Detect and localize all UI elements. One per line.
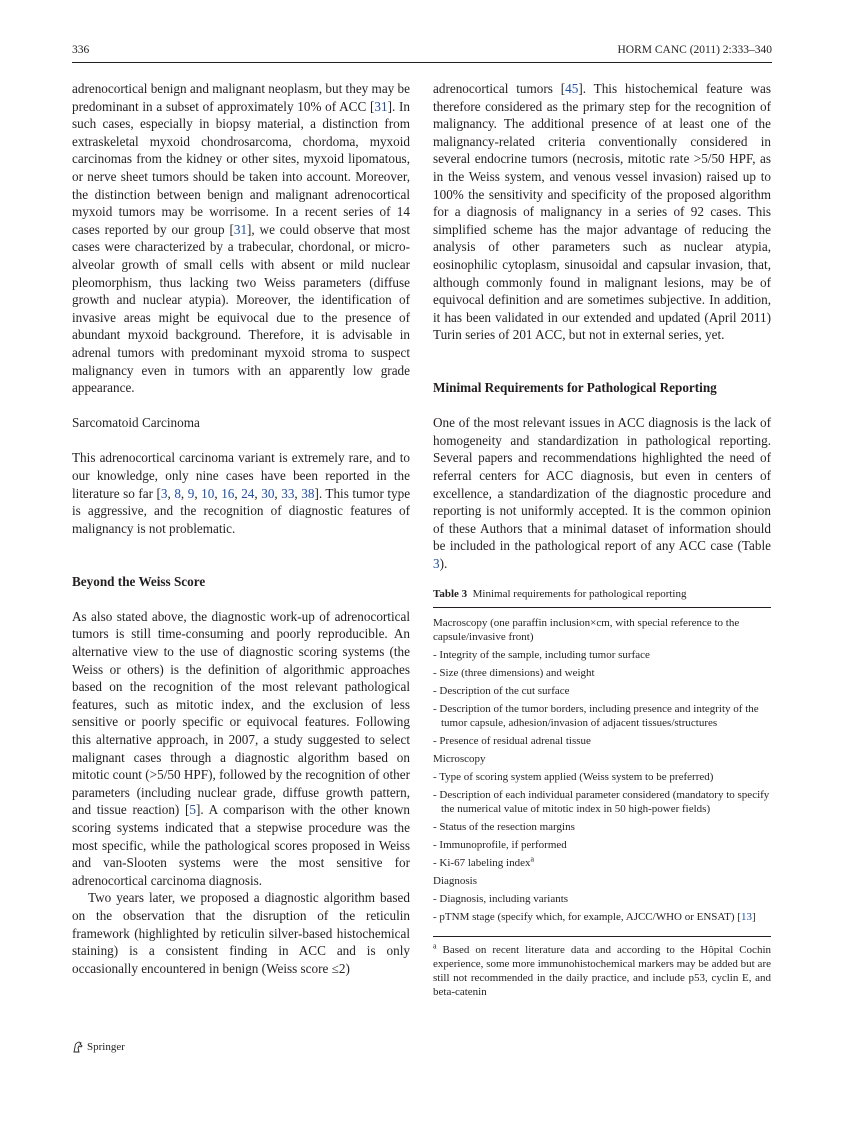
paragraph-algorithm: As also stated above, the diagnostic work-up of adrenocortical tumors is still time-consuming and poorly reproducible. An alternative view to the use of diagnostic scoring systems (the Weiss or others) is the definition of algorithmic approaches based on the recognition of the most relevant pathological features, such as mitotic index, and the exclusion of less sensitive or poorly specific or equivocal features. Following this alternative approach, in 2007, a study suggested to select malignant cases through a diagnostic algorithm based on mitotic count (>5/50 HPF), followed by the recognition of other parameters (including nuclear grade, diffuse growth pattern, and tissue reaction) [5]. A comparison with the other known scoring systems indicated that a stepwise procedure was the most specific, while the pathological scores proposed in Weiss and van-Slooten systems were the most sensitive for adrenocortical carcinoma diagnosis. — [72, 608, 410, 888]
table-row: - Description of the tumor borders, including presence and integrity of the tumor capsule, adhesion/invasion of adjacent tissues/structures — [433, 702, 759, 729]
paragraph-myxoid: adrenocortical benign and malignant neoplasm, but they may be predominant in a subset of approximately 10% of ACC [31]. In such cases, especially in biopsy material, a distinction from extraskeletal myxoid chondrosarcoma, chordoma, myxoid carcinomas from the kidney or other sites, myxoid lipomatous, or nerve sheet tumors should be taken into account. Moreover, the distinction between benign and malignant adrenocortical myxoid tumors may be worrisome. In a recent series of 14 cases reported by our group [31], we could observe that most cases were characterized by a trabecular, chordonal, or micro-alveolar growth of small cells with absent or mild nuclear pleomorphism, thus lacking two Weiss parameters (diffuse growth and nuclear atypia). Moreover, the identification of invasive areas might be equivocal due to the presence of abundant myxoid background. Therefore, it is advisable in adrenal tumors with predominant myxoid stroma to suspect malignancy even in tumors with an apparently low grade appearance. — [72, 81, 411, 396]
citation-link[interactable]: 38 — [301, 485, 315, 501]
paragraph-histochemical: adrenocortical tumors [45]. This histochemical feature was therefore considered as the primary step for the recognition of malignancy. The additional presence of at least one of the malignancy-related criteria conventionally considered in several endocrine tumors (necrosis, mitotic rate >5/50 HPF, as in the Weiss system, and venous vessel invasion) raised up to 100% the sensitivity and specificity of the proposed algorithm for a diagnosis of malignancy in a series of 92 cases. This simplified scheme has the major advantage of reducing the analysis of other parameters such as nuclear atypia, eosinophilic cytoplasm, sinusoidal and capsular invasion, that, although commonly found in malignant lesions, may be of equivocal definition and are sometimes subjective. In addition, it has been validated in our extended and updated (April 2011) Turin series of 201 ACC, but not in external series, yet. — [433, 81, 771, 343]
publisher-name: Springer — [87, 1041, 125, 1053]
journal-citation: HORM CANC (2011) 2:333–340 — [617, 44, 772, 56]
citation-link[interactable]: 33 — [281, 485, 295, 501]
citation-link[interactable]: 13 — [740, 910, 752, 923]
citation-link[interactable]: 45 — [565, 81, 579, 96]
citation-link[interactable]: 8 — [174, 485, 181, 501]
section-heading-beyond-weiss: Beyond the Weiss Score — [72, 573, 206, 589]
citation-link[interactable]: 9 — [187, 485, 195, 501]
table-row: - Integrity of the sample, including tumor surface — [433, 648, 650, 661]
header-rule — [72, 62, 772, 63]
citation-link[interactable]: 16 — [221, 485, 235, 501]
left-column — [72, 80, 410, 977]
paragraph-sarcomatoid: This adrenocortical carcinoma variant is extremely rare, and to our knowledge, only nine cases have been reported in the literature so far [3, 8, 9, 10, 16, 24, 30, 33, 38]. This tumor type is aggressive, and the recognition of diagnostic features of malignancy is not problematic. — [72, 450, 411, 536]
section-heading-minimal-requirements: Minimal Requirements for Pathological Reporting — [433, 380, 717, 396]
table-row: Microscopy — [433, 752, 486, 765]
citation-link[interactable]: 3 — [160, 485, 168, 501]
table-3 — [433, 587, 771, 999]
table-row: - Size (three dimensions) and weight — [433, 666, 595, 679]
table-row: Diagnosis — [433, 874, 477, 887]
section-heading-sarcomatoid: Sarcomatoid Carcinoma — [72, 415, 200, 431]
table-row: Macroscopy (one paraffin inclusion×cm, with special reference to the capsule/invasive front) — [433, 616, 740, 643]
table-row: - Presence of residual adrenal tissue — [433, 734, 591, 747]
table-row: - Ki-67 labeling index$^a$ — [433, 853, 535, 869]
table-bottom-rule — [433, 936, 771, 937]
citation-link[interactable]: 24 — [241, 485, 255, 501]
table-row: - Type of scoring system applied (Weiss system to be preferred) — [433, 770, 714, 783]
citation-link[interactable]: 30 — [261, 485, 275, 501]
paragraph-reticulin: Two years later, we proposed a diagnostic algorithm based on the observation that the disruption of the reticulin framework (highlighted by reticulin silver-based histochemical staining) is a consistent finding in ACC and is only occasionally encountered in benign (Weiss score ≤2) — [72, 890, 410, 976]
paragraph-reporting: One of the most relevant issues in ACC diagnosis is the lack of homogeneity and standardization in pathological reporting. Several papers and recommendations highlighted the need of referral centers for ACC diagnosis, but even in centers of excellence, a standardization of the diagnostic procedure and reporting is not uniformly accepted. It is the common opinion of these Authors that a minimal dataset of information should be included in the pathological report of any ACC case (Table 3). — [433, 415, 771, 572]
citation-link[interactable]: 31 — [374, 98, 388, 114]
citation-link[interactable]: 31 — [233, 221, 248, 237]
table-link[interactable]: 3 — [433, 556, 440, 572]
table-row: - Description of each individual parameter considered (mandatory to specify the numerical value of mitotic index in 50 high-power fields) — [433, 788, 770, 815]
page-number: 336 — [72, 44, 90, 56]
publisher-footer — [72, 1040, 125, 1054]
table-row: - Immunoprofile, if performed — [433, 838, 567, 851]
table-caption: Table 3 Minimal requirements for pathological reporting — [433, 587, 687, 600]
right-column — [433, 80, 771, 999]
table-footnote: $^a$ Based on recent literature data and according to the Hôpital Cochin experience, some more immunohistochemical markers may be added but are still not recommended in the daily practice, and include p53, cyclin E, and beta-catenin — [433, 940, 771, 998]
citation-link[interactable]: 10 — [201, 485, 215, 501]
running-header — [72, 44, 772, 62]
table-row: - Description of the cut surface — [433, 684, 570, 697]
table-row: - pTNM stage (specify which, for example, AJCC/WHO or ENSAT) [13] — [433, 910, 756, 923]
citation-link[interactable]: 5 — [189, 802, 196, 818]
springer-horse-icon — [72, 1041, 84, 1053]
table-body — [433, 608, 771, 930]
table-row: - Status of the resection margins — [433, 820, 575, 833]
footnote-marker: a — [530, 853, 535, 863]
table-row: - Diagnosis, including variants — [433, 892, 569, 905]
